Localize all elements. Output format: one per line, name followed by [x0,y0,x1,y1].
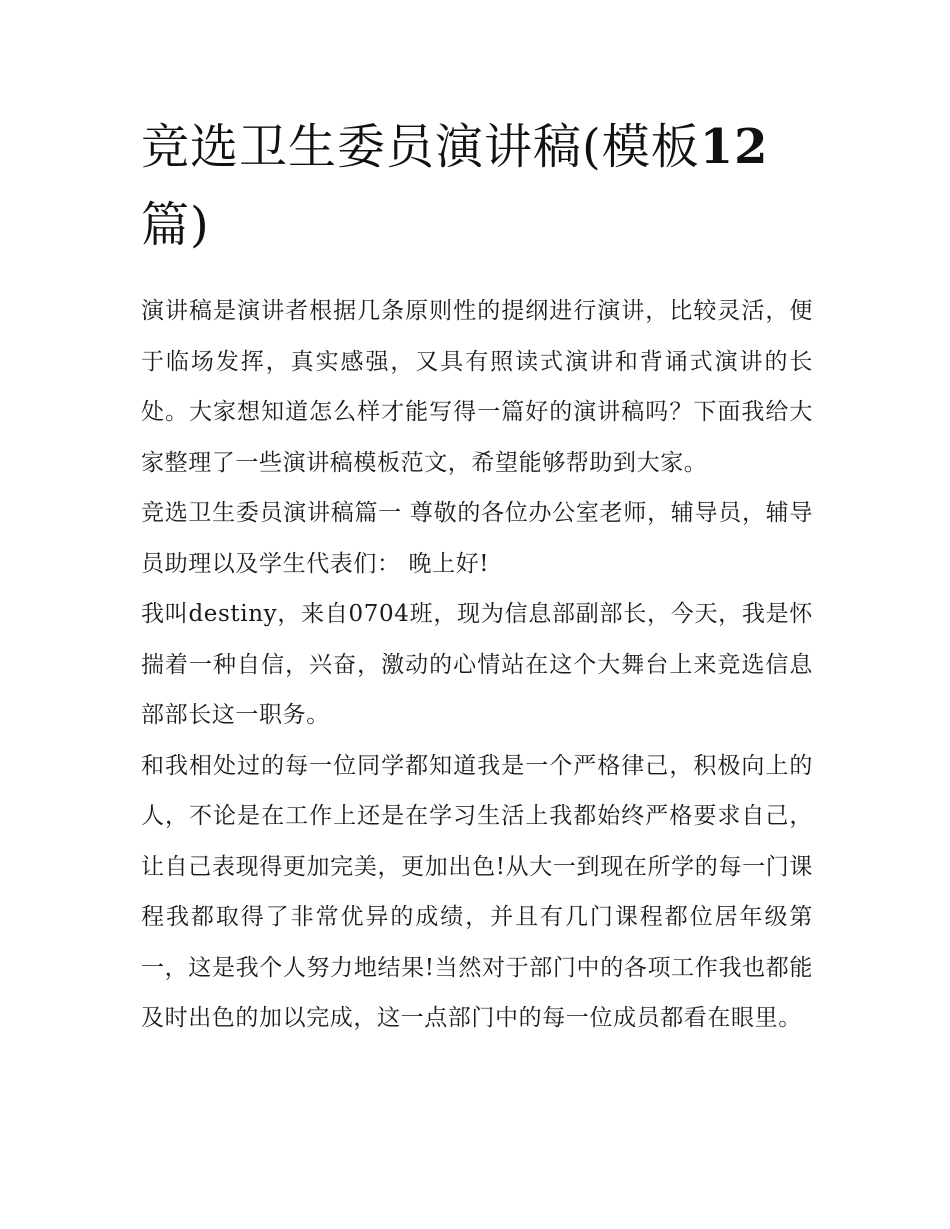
title-prefix: 竞选卫生委员演讲稿(模板 [141,119,700,175]
intro-paragraph: 演讲稿是演讲者根据几条原则性的提纲进行演讲，比较灵活，便于临场发挥，真实感强，又具有照读式演讲和背诵式演讲的长处。大家想知道怎么样才能写得一篇好的演讲稿吗？下面我给大家整理了一些演讲稿模板范文，希望能够帮助到大家。 [141,298,813,476]
self-introduction-paragraph: 我叫destiny，来自0704班，现为信息部副部长，今天，我是怀揣着一种自信，兴奋，激动的心情站在这个大舞台上来竞选信息部部长这一职务。 [141,601,813,728]
title-number: 12 [699,119,769,175]
speech-greeting-paragraph: 竞选卫生委员演讲稿篇一 尊敬的各位办公室老师，辅导员，辅导员助理以及学生代表们： 晚上好! [141,500,813,577]
title-suffix: 篇) [141,197,210,253]
document-title [141,108,813,264]
document-body [141,108,813,1044]
qualification-paragraph: 和我相处过的每一位同学都知道我是一个严格律己，积极向上的人，不论是在工作上还是在学习生活上我都始终严格要求自己，让自己表现得更加完美，更加出色!从大一到现在所学的每一门课程我都取得了非常优异的成绩，并且有几门课程都位居年级第一，这是我个人努力地结果!当然对于部门中的各项工作我也都能及时出色的加以完成，这一点部门中的每一位成员都看在眼里。 [141,752,813,1031]
